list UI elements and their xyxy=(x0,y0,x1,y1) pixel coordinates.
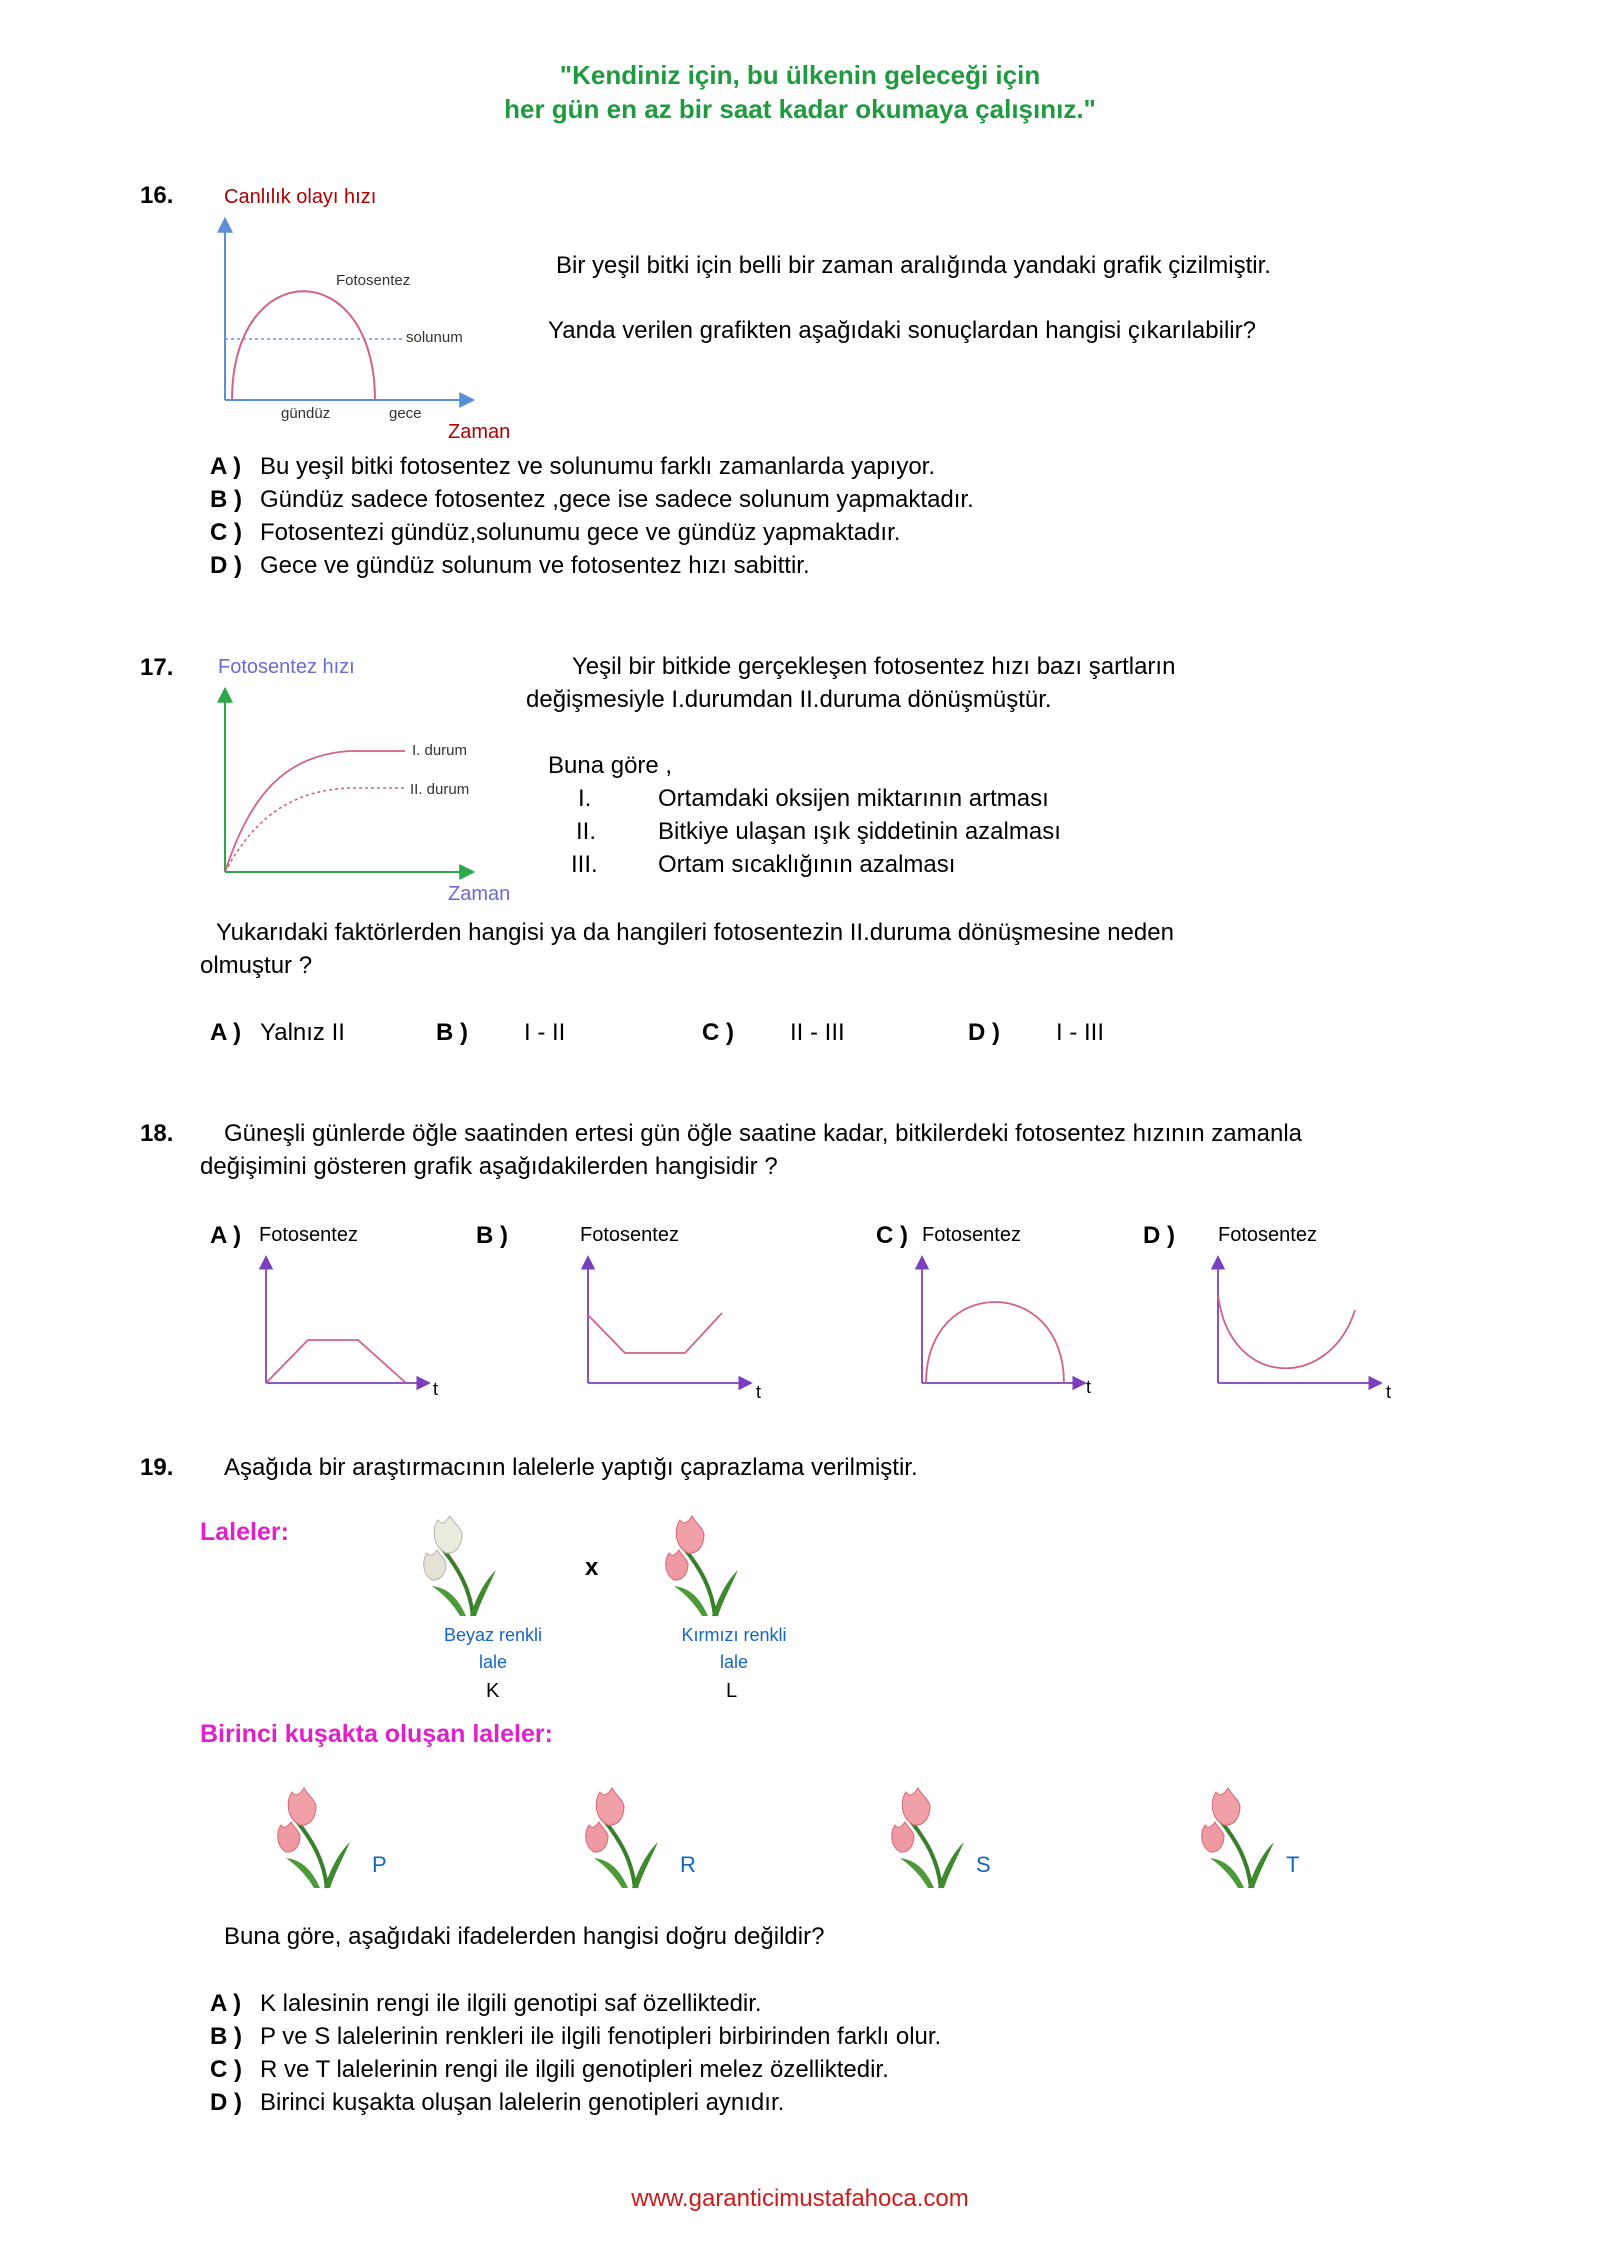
q17-question-1: Yukarıdaki faktörlerden hangisi ya da hangileri fotosentezin II.duruma dönüşmesine neden xyxy=(216,919,1174,946)
q17-chart-ylabel: Fotosentez hızı xyxy=(218,656,355,678)
q18-graph-a-curve xyxy=(266,1340,406,1383)
q18-graph-a[interactable] xyxy=(258,1255,438,1385)
q16-label-fotosentez: Fotosentez xyxy=(336,272,411,289)
q17-item-3-num: III. xyxy=(571,851,598,878)
q19-text-1: Aşağıda bir araştırmacının lalelerle yaptığı çaprazlama verilmiştir. xyxy=(224,1454,918,1481)
quote-line-2: her gün en az bir saat kadar okumaya çalışınız." xyxy=(504,94,1096,124)
q16-label-gece: gece xyxy=(389,405,422,422)
q18-option-c[interactable]: C ) xyxy=(876,1222,908,1249)
q18-graph-c-xlabel: t xyxy=(1086,1377,1092,1397)
q17-item-2-num: II. xyxy=(576,818,597,845)
quote-line-1: "Kendiniz için, bu ülkenin geleceği için xyxy=(559,60,1041,90)
q18-graph-c[interactable] xyxy=(914,1255,1094,1385)
q17-text-2: değişmesiyle I.durumdan II.duruma dönüşmüştür. xyxy=(526,686,1052,713)
q19-cross-symbol: x xyxy=(585,1554,599,1581)
q17-item-1-text: Ortamdaki oksijen miktarının artması xyxy=(658,785,1049,812)
q19-parent-l-label: Kırmızı renkli lale xyxy=(681,1625,787,1672)
q18-option-b[interactable]: B ) xyxy=(476,1222,508,1249)
q19-offspring-t: T xyxy=(1286,1852,1300,1877)
q19-parent-k-letter: K xyxy=(486,1680,500,1702)
q18-graph-b[interactable] xyxy=(580,1255,760,1385)
q16-label-gunduz: gündüz xyxy=(281,405,331,422)
q16-option-a[interactable]: A ) Bu yeşil bitki fotosentez ve solunumu farklı zamanlarda yapıyor. xyxy=(210,453,935,480)
tulip-red-icon xyxy=(1196,1780,1276,1890)
q19-option-c[interactable]: C ) R ve T lalelerinin rengi ile ilgili genotipleri melez özelliktedir. xyxy=(210,2056,889,2083)
q16-label-solunum: solunum xyxy=(406,329,463,346)
q17-label-durum-1: I. durum xyxy=(412,742,468,759)
question-17-number: 17. xyxy=(140,654,174,681)
tulip-white-icon xyxy=(418,1508,498,1618)
q18-graph-a-xlabel: t xyxy=(433,1379,439,1399)
q16-chart-xlabel: Zaman xyxy=(448,421,511,443)
q19-offspring-p: P xyxy=(372,1852,387,1877)
q19-offspring-s: S xyxy=(976,1852,991,1877)
q16-chart xyxy=(210,215,480,415)
q17-label-durum-2: II. durum xyxy=(410,781,470,798)
q18-graph-d-curve xyxy=(1218,1295,1355,1368)
q19-option-a[interactable]: A ) K lalesinin rengi ile ilgili genotipi saf özelliktedir. xyxy=(210,1990,762,2017)
q19-question: Buna göre, aşağıdaki ifadelerden hangisi doğru değildir? xyxy=(224,1923,825,1950)
q18-graph-b-ylabel: Fotosentez xyxy=(580,1224,679,1246)
q17-option-a[interactable]: A ) Yalnız II xyxy=(210,1019,345,1046)
q17-buna-gore: Buna göre , xyxy=(548,752,673,779)
tulip-red-icon xyxy=(886,1780,966,1890)
question-18-number: 18. xyxy=(140,1120,174,1147)
q17-curve-durum-2 xyxy=(225,788,405,872)
q19-option-b[interactable]: B ) P ve S lalelerinin renkleri ile ilgili fenotipleri birbirinden farklı olur. xyxy=(210,2023,942,2050)
q18-graph-c-ylabel: Fotosentez xyxy=(922,1224,1021,1246)
q18-graph-a-ylabel: Fotosentez xyxy=(259,1224,358,1246)
q18-graph-d[interactable] xyxy=(1210,1255,1390,1385)
q16-text-2: Yanda verilen grafikten aşağıdaki sonuçlardan hangisi çıkarılabilir? xyxy=(548,317,1256,344)
q19-birinci-kusak-label: Birinci kuşakta oluşan laleler: xyxy=(200,1720,553,1748)
q17-chart-xlabel: Zaman xyxy=(448,883,511,905)
q17-item-2-text: Bitkiye ulaşan ışık şiddetinin azalması xyxy=(658,818,1061,845)
q17-item-3-text: Ortam sıcaklığının azalması xyxy=(658,851,956,878)
q18-graph-b-curve xyxy=(588,1313,722,1353)
q19-option-d[interactable]: D ) Birinci kuşakta oluşan lalelerin genotipleri aynıdır. xyxy=(210,2089,785,2116)
tulip-red-icon xyxy=(272,1780,352,1890)
q16-option-d[interactable]: D ) Gece ve gündüz solunum ve fotosentez hızı sabittir. xyxy=(210,552,810,579)
q19-laleler-label: Laleler: xyxy=(200,1518,289,1546)
q16-text-1: Bir yeşil bitki için belli bir zaman aralığında yandaki grafik çizilmiştir. xyxy=(556,252,1271,279)
q17-text-1: Yeşil bir bitkide gerçekleşen fotosentez hızı bazı şartların xyxy=(572,653,1176,680)
footer-url[interactable]: www.garanticimustafahoca.com xyxy=(631,2185,969,2212)
q16-option-c[interactable]: C ) Fotosentezi gündüz,solunumu gece ve gündüz yapmaktadır. xyxy=(210,519,901,546)
q18-graph-b-xlabel: t xyxy=(756,1382,762,1402)
q17-question-2: olmuştur ? xyxy=(200,952,313,979)
tulip-red-icon xyxy=(660,1508,740,1618)
q17-curve-durum-1 xyxy=(225,751,405,872)
question-19-number: 19. xyxy=(140,1454,174,1481)
q17-option-d[interactable]: D ) I - III xyxy=(968,1019,1104,1046)
q17-chart xyxy=(210,685,480,875)
q18-graph-d-ylabel: Fotosentez xyxy=(1218,1224,1317,1246)
q18-option-d[interactable]: D ) xyxy=(1143,1222,1175,1249)
q18-text-2: değişimini gösteren grafik aşağıdakilerden hangisidir ? xyxy=(200,1153,778,1180)
q16-option-b[interactable]: B ) Gündüz sadece fotosentez ,gece ise sadece solunum yapmaktadır. xyxy=(210,486,974,513)
q17-item-1-num: I. xyxy=(578,785,592,812)
q19-parent-l-letter: L xyxy=(726,1680,738,1702)
q16-photosynthesis-curve xyxy=(232,291,375,400)
q18-graph-d-xlabel: t xyxy=(1386,1382,1392,1402)
q18-text-1: Güneşli günlerde öğle saatinden ertesi gün öğle saatine kadar, bitkilerdeki fotosentez hızının zamanla xyxy=(224,1120,1303,1147)
q19-offspring-r: R xyxy=(680,1852,696,1877)
q16-chart-ylabel: Canlılık olayı hızı xyxy=(224,186,377,208)
question-16-number: 16. xyxy=(140,182,174,209)
q17-option-c[interactable]: C ) II - III xyxy=(702,1019,845,1046)
tulip-red-icon xyxy=(580,1780,660,1890)
q17-option-b[interactable]: B ) I - II xyxy=(436,1019,566,1046)
q18-option-a[interactable]: A ) xyxy=(210,1222,242,1249)
q18-graph-c-curve xyxy=(926,1302,1064,1383)
q19-parent-k-label: Beyaz renkli lale xyxy=(443,1625,543,1672)
